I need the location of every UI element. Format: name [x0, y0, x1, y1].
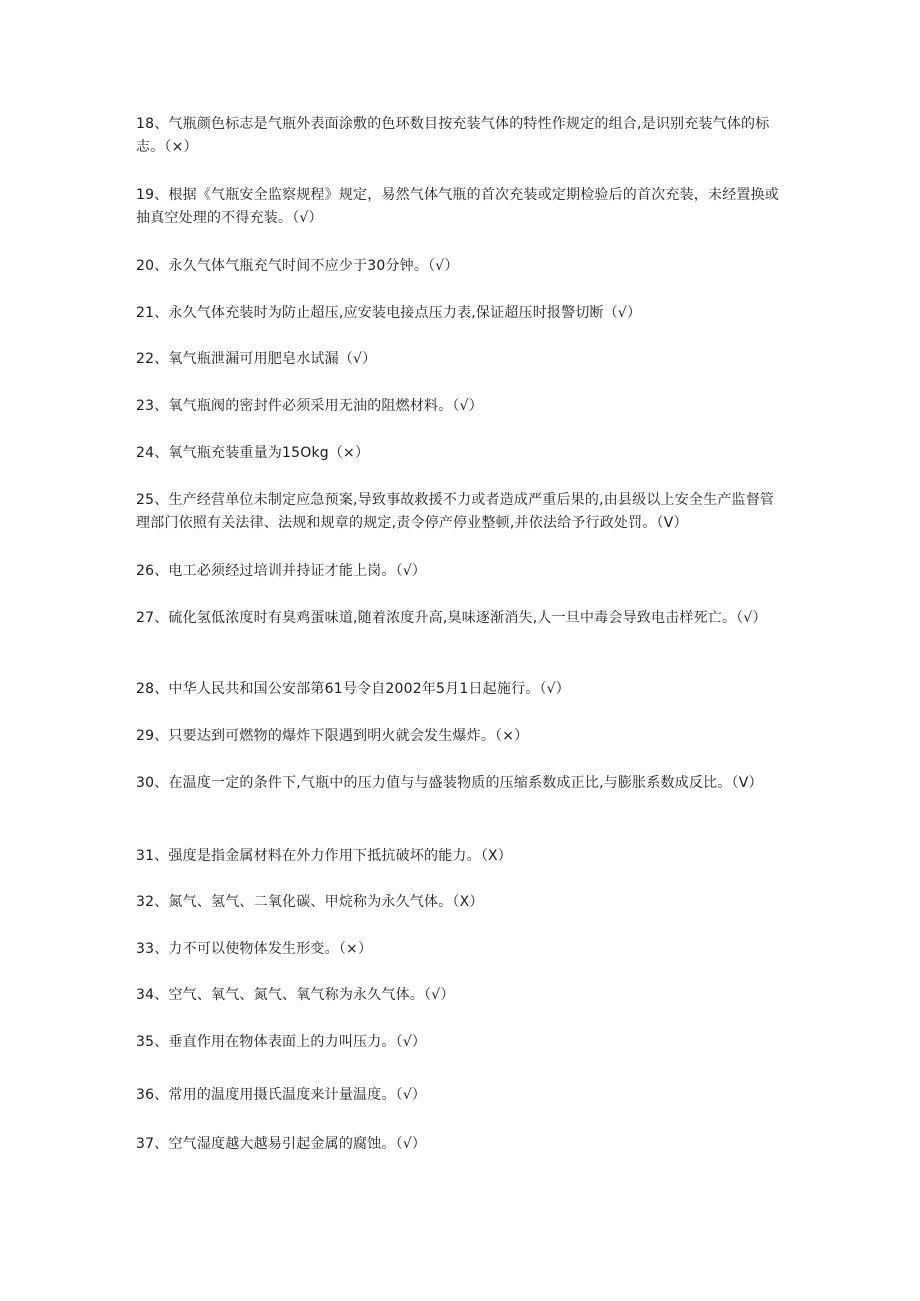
question-30: 30、在温度一定的条件下,气瓶中的压力值与与盛装物质的压缩系数成正比,与膨胀系数成反比。（V）	[136, 775, 763, 791]
question-31: 31、强度是指金属材料在外力作用下抵抗破坏的能力。（X）	[136, 848, 513, 864]
question-21: 21、永久气体充装时为防止超压,应安装电接点压力表,保证超压时报警切断（√）	[136, 305, 642, 321]
question-32: 32、氮气、氢气、二氧化碳、甲烷称为永久气体。（X）	[136, 894, 484, 910]
question-35: 35、垂直作用在物体表面上的力叫压力。（√）	[136, 1034, 427, 1050]
question-27: 27、硫化氢低浓度时有臭鸡蛋味道,随着浓度升高,臭味逐渐消失,人一旦中毒会导致电击样死亡。（√）	[136, 610, 767, 626]
question-20: 20、永久气体气瓶充气时间不应少于30分钟。（√）	[136, 258, 459, 274]
question-24: 24、氧气瓶充装重量为15Okg（×）	[136, 445, 370, 461]
question-33: 33、力不可以使物体发生形变。（×）	[136, 941, 373, 957]
question-37: 37、空气湿度越大越易引起金属的腐蚀。（√）	[136, 1136, 427, 1152]
question-25: 25、生产经营单位未制定应急预案,导致事故救援不力或者造成严重后果的,由县级以上安全生产监督管理部门依照有关法律、法规和规章的规定,责令停产停业整顿,并依法给予行政处罚。（V）	[136, 492, 775, 531]
question-26: 26、电工必须经过培训并持证才能上岗。（√）	[136, 563, 427, 579]
question-19: 19、根据《气瓶安全监察规程》规定，易然气体气瓶的首次充装或定期检验后的首次充装，未经置换或抽真空处理的不得充装。（√）	[136, 187, 780, 226]
question-28: 28、中华人民共和国公安部第61号令自2002年5月1日起施行。（√）	[136, 681, 570, 697]
question-18: 18、气瓶颜色标志是气瓶外表面涂敷的色环数目按充装气体的特性作规定的组合,是识别充装气体的标志。（×）	[136, 116, 770, 155]
question-36: 36、常用的温度用摄氏温度来计量温度。（√）	[136, 1087, 427, 1103]
question-22: 22、氧气瓶泄漏可用肥皂水试漏（√）	[136, 351, 377, 367]
question-29: 29、只要达到可燃物的爆炸下限遇到明火就会发生爆炸。（×）	[136, 728, 529, 744]
question-34: 34、空气、氧气、氮气、氧气称为永久气体。（√）	[136, 987, 455, 1003]
question-23: 23、氧气瓶阀的密封件必须采用无油的阻燃材料。（√）	[136, 398, 483, 414]
